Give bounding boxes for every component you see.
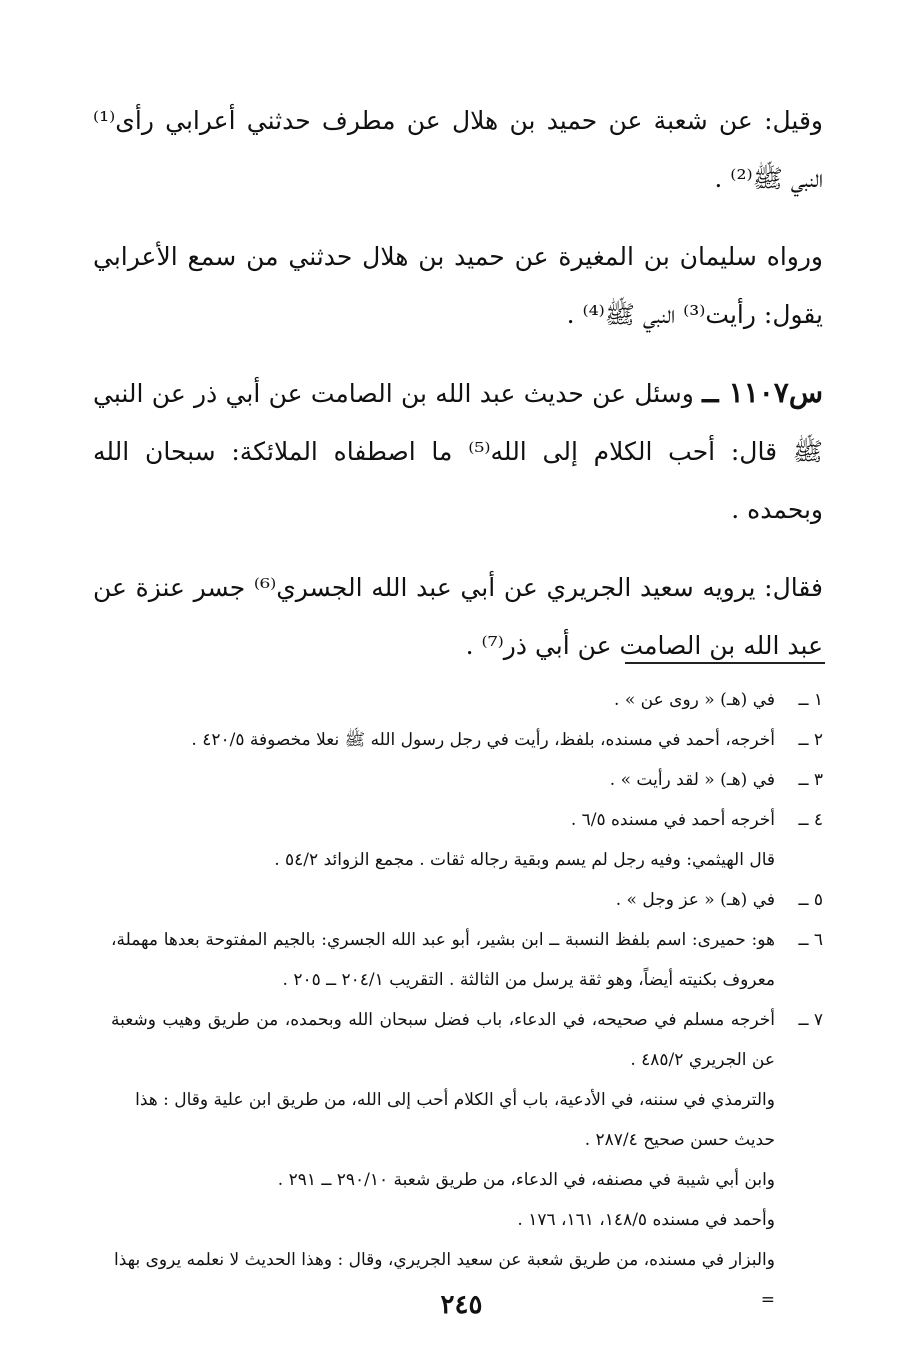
- footnote-2: [111, 720, 823, 760]
- footnote-5: [111, 880, 823, 920]
- footnote-7-continuation-ahmad: وأحمد في مسنده ١٤٨/٥، ١٦١، ١٧٦ .: [517, 1210, 775, 1230]
- footnote-7-continuation-tirmidhi: والترمذي في سننه، في الأدعية، باب أي الكلام أحب إلى الله، من طريق ابن علية وقال : هذا حديث حسن صحيح ٢٨٧/٤ .: [135, 1090, 775, 1150]
- footnote-3: [111, 760, 823, 800]
- question-number: س١١٠٧ ــ: [702, 376, 823, 409]
- footnote-text: أخرجه، أحمد في مسنده، بلفظ، رأيت في رجل رسول الله ﷺ نعلا مخصوفة ٤٢٠/٥ .: [191, 730, 775, 750]
- footnote-text: في (هـ) « روى عن » .: [614, 690, 775, 710]
- footnote-number: ١ ــ: [798, 690, 823, 710]
- footnote-6: [111, 920, 823, 1000]
- footnote-7-continuation-bazzar: والبزار في مسنده، من طريق شعبة عن سعيد الجريري، وقال : وهذا الحديث لا نعلمه يروى بهذا =: [113, 1250, 775, 1310]
- footnote-number: ٧ ــ: [798, 1010, 823, 1030]
- footnote-7: [111, 1000, 823, 1080]
- footnote-4: [111, 800, 823, 840]
- footnote-text: هو: حميرى: اسم بلفظ النسبة ــ ابن بشير، أبو عبد الله الجسري: بالجيم المفتوحة بعدها مهملة، معروف بكنيته أيضاً، وهو ثقة يرسل من الثالثة . التقريب ٢٠٤/١ ــ ٢٠٥ .: [111, 930, 775, 990]
- footnote-number: ٥ ــ: [798, 890, 823, 910]
- question-paragraph: [93, 364, 823, 539]
- footnote-text: أخرجه أحمد في مسنده ٦/٥ .: [570, 810, 775, 830]
- answer-paragraph: فقال: يرويه سعيد الجريري عن أبي عبد الله الجسري⁽⁶⁾ جسر عنزة عن عبد الله بن الصامت عن أبي ذر⁽⁷⁾ .: [93, 573, 823, 660]
- footnote-4-continuation: قال الهيثمي: وفيه رجل لم يسم وبقية رجاله ثقات . مجمع الزوائد ٥٤/٢ .: [274, 850, 775, 870]
- footnote-number: ٢ ــ: [798, 730, 823, 750]
- footnote-number: ٤ ــ: [798, 810, 823, 830]
- question-text: وسئل عن حديث عبد الله بن الصامت عن أبي ذر عن النبي ﷺ قال: أحب الكلام إلى الله⁽⁵⁾ ما اصطفاه الملائكة: سبحان الله وبحمده .: [93, 379, 823, 524]
- page-number: ٢٤٥: [440, 1290, 483, 1320]
- paragraph-2: ورواه سليمان بن المغيرة عن حميد بن هلال حدثني من سمع الأعرابي يقول: رأيت⁽³⁾ النبي ﷺ⁽⁴⁾ .: [93, 242, 823, 329]
- footnote-number: ٦ ــ: [798, 930, 823, 950]
- footnote-text: في (هـ) « لقد رأيت » .: [609, 770, 775, 790]
- paragraph-1: وقيل: عن شعبة عن حميد بن هلال عن مطرف حدثني أعرابي رأى⁽¹⁾ النبي ﷺ⁽²⁾ .: [93, 106, 823, 193]
- footnote-1: [111, 680, 823, 720]
- main-text: [93, 92, 823, 695]
- footnote-text: أخرجه مسلم في صحيحه، في الدعاء، باب فضل سبحان الله وبحمده، من طريق وهيب وشعبة عن الجريري ٤٨٥/٢ .: [111, 1010, 775, 1070]
- footnote-number: ٣ ــ: [798, 770, 823, 790]
- footnote-separator: [625, 662, 825, 664]
- footnotes: [111, 680, 823, 1320]
- footnote-text: في (هـ) « عز وجل » .: [615, 890, 775, 910]
- footnote-7-continuation-ibn-abi-shayba: وابن أبي شيبة في مصنفه، في الدعاء، من طريق شعبة ٢٩٠/١٠ ــ ٢٩١ .: [277, 1170, 775, 1190]
